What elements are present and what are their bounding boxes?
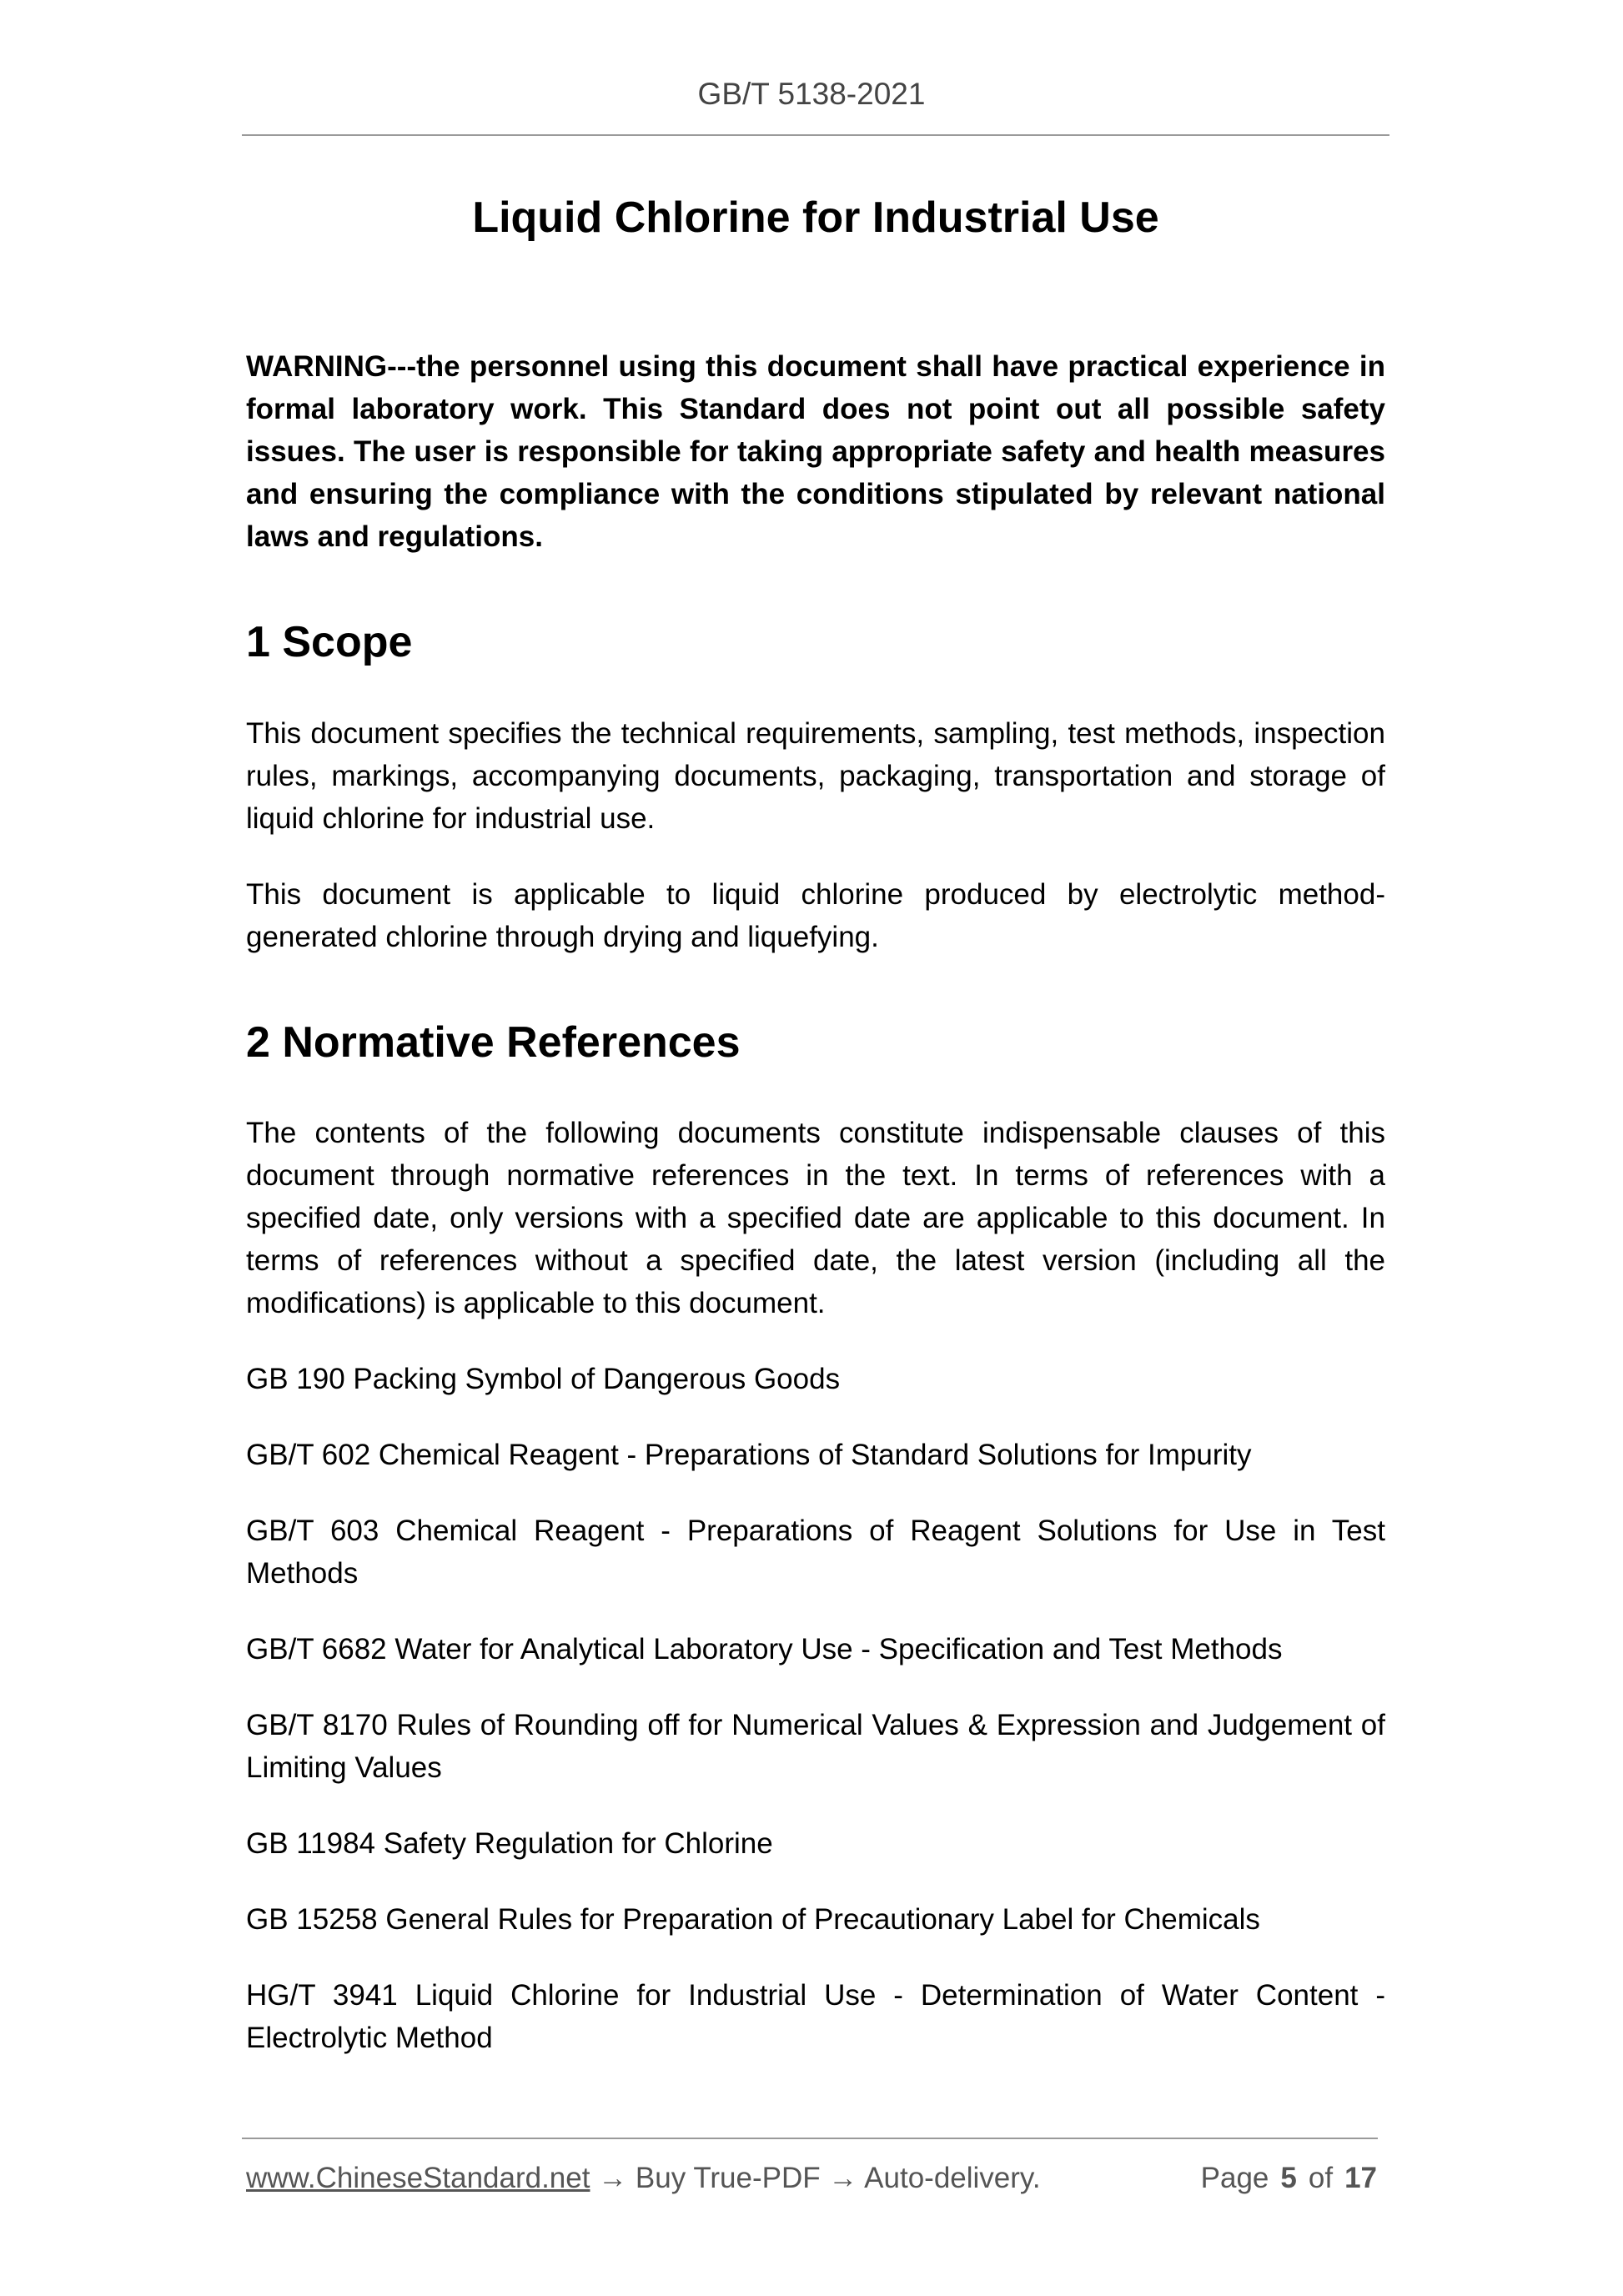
reference-item: GB 15258 General Rules for Preparation of Precautionary Label for Chemicals bbox=[246, 1903, 1260, 1937]
reference-item: GB/T 8170 Rules of Rounding off for Numerical Values & Expression and Judgement of Limiting Values bbox=[246, 1709, 1385, 1785]
document-code: GB/T 5138-2021 bbox=[697, 77, 926, 111]
reference-item: GB 11984 Safety Regulation for Chlorine bbox=[246, 1827, 773, 1861]
of-label: of bbox=[1308, 2162, 1334, 2194]
website-link[interactable]: www.ChineseStandard.net bbox=[246, 2162, 590, 2194]
section-scope bbox=[246, 616, 1385, 957]
footer-divider bbox=[242, 2138, 1378, 2139]
scope-paragraph: This document specifies the technical requirements, sampling, test methods, inspection rules, markings, accompanying documents, packaging, transportation and storage of liquid chlorine for industrial use. bbox=[246, 716, 1385, 835]
reference-list bbox=[246, 1358, 1385, 2059]
reference-item: GB/T 602 Chemical Reagent - Preparations of Standard Solutions for Impurity bbox=[246, 1439, 1252, 1472]
page-label: Page bbox=[1200, 2162, 1269, 2194]
page-header bbox=[0, 77, 1623, 112]
section-heading-scope: 1 Scope bbox=[246, 618, 413, 667]
reference-item: GB/T 6682 Water for Analytical Laboratory Use - Specification and Test Methods bbox=[246, 1633, 1283, 1666]
footer-promo bbox=[246, 2162, 1041, 2195]
reference-item: GB/T 603 Chemical Reagent - Preparations of Reagent Solutions for Use in Test Methods bbox=[246, 1515, 1385, 1590]
total-page-count: 17 bbox=[1344, 2162, 1377, 2194]
normative-references-intro: The contents of the following documents constitute indispensable clauses of this document through normative references in the text. In terms of references with a specified date, only versions with a specified date are applicable to this document. In terms of references without a specified date, the latest version (including all the modifications) is applicable to this document. bbox=[246, 1117, 1385, 1320]
page-indicator bbox=[1201, 2162, 1377, 2195]
header-divider bbox=[242, 134, 1389, 136]
section-normative-references bbox=[246, 1017, 1385, 2059]
reference-item: GB 190 Packing Symbol of Dangerous Goods bbox=[246, 1363, 841, 1396]
section-heading-normative-references: 2 Normative References bbox=[246, 1017, 741, 1067]
warning-paragraph: WARNING---the personnel using this document shall have practical experience in formal laboratory work. This Standard does not point out all possible safety issues. The user is responsible for taking appropriate safety and health measures and ensuring the compliance with the conditions stipulated by relevant national laws and regulations. bbox=[246, 350, 1385, 554]
footer-tagline: → Buy True-PDF → Auto-delivery. bbox=[590, 2162, 1041, 2194]
scope-paragraph: This document is applicable to liquid chlorine produced by electrolytic method-generated chlorine through drying and liquefying. bbox=[246, 877, 1385, 953]
document-title: Liquid Chlorine for Industrial Use bbox=[472, 193, 1159, 242]
page-content bbox=[246, 192, 1385, 2093]
reference-item: HG/T 3941 Liquid Chlorine for Industrial Use - Determination of Water Content - Electrolytic Method bbox=[246, 1979, 1385, 2055]
current-page-number: 5 bbox=[1280, 2162, 1297, 2194]
